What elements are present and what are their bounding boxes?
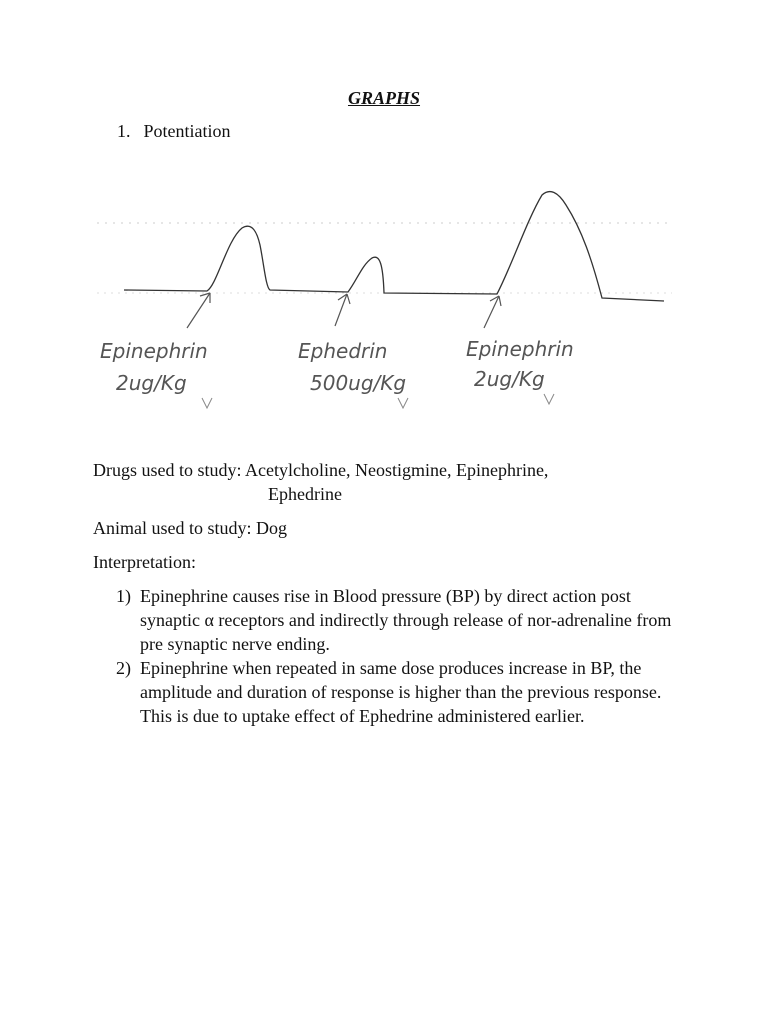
drugs-paragraph — [93, 458, 653, 506]
label-1-drug: Epinephrin — [100, 339, 208, 363]
drugs-line-1: Acetylcholine, Neostigmine, Epinephrine, — [245, 460, 549, 480]
label-3-drug: Epinephrin — [466, 337, 574, 361]
label-2-dose: 500ug/Kg — [310, 371, 407, 395]
label-1-dose: 2ug/Kg — [116, 371, 187, 395]
interpretation-list — [116, 584, 676, 728]
arrow-3 — [484, 296, 501, 328]
tick-3 — [544, 394, 554, 404]
drugs-line-2: Ephedrine — [268, 484, 342, 504]
arrow-2 — [335, 294, 350, 326]
list-item-number: 2) — [116, 658, 131, 678]
label-3-dose: 2ug/Kg — [474, 367, 545, 391]
animal-paragraph: Animal used to study: Dog — [93, 518, 287, 538]
section-title: Potentiation — [143, 121, 231, 141]
tick-1 — [202, 398, 212, 408]
drugs-label: Drugs used to study: — [93, 460, 242, 480]
interpretation-heading: Interpretation: — [93, 552, 196, 572]
section-heading — [117, 121, 231, 142]
list-item-number: 1) — [116, 586, 131, 606]
label-2-drug: Ephedrin — [298, 339, 388, 363]
list-item-text: Epinephrine causes rise in Blood pressure (BP) by direct action post synaptic α receptors and indirectly through release of nor-adrenaline from pre synaptic nerve ending. — [140, 586, 672, 654]
tick-2 — [398, 398, 408, 408]
list-item — [116, 584, 676, 656]
section-number: 1. — [117, 121, 131, 141]
page-title: GRAPHS — [347, 88, 421, 108]
arrow-1 — [187, 293, 210, 328]
list-item-text: Epinephrine when repeated in same dose produces increase in BP, the amplitude and duration of response is higher than the previous response. This is due to uptake effect of Ephedrine administered earlier. — [140, 658, 662, 726]
bp-trace-line — [124, 192, 664, 301]
list-item — [116, 656, 676, 728]
bp-tracing — [92, 180, 676, 420]
